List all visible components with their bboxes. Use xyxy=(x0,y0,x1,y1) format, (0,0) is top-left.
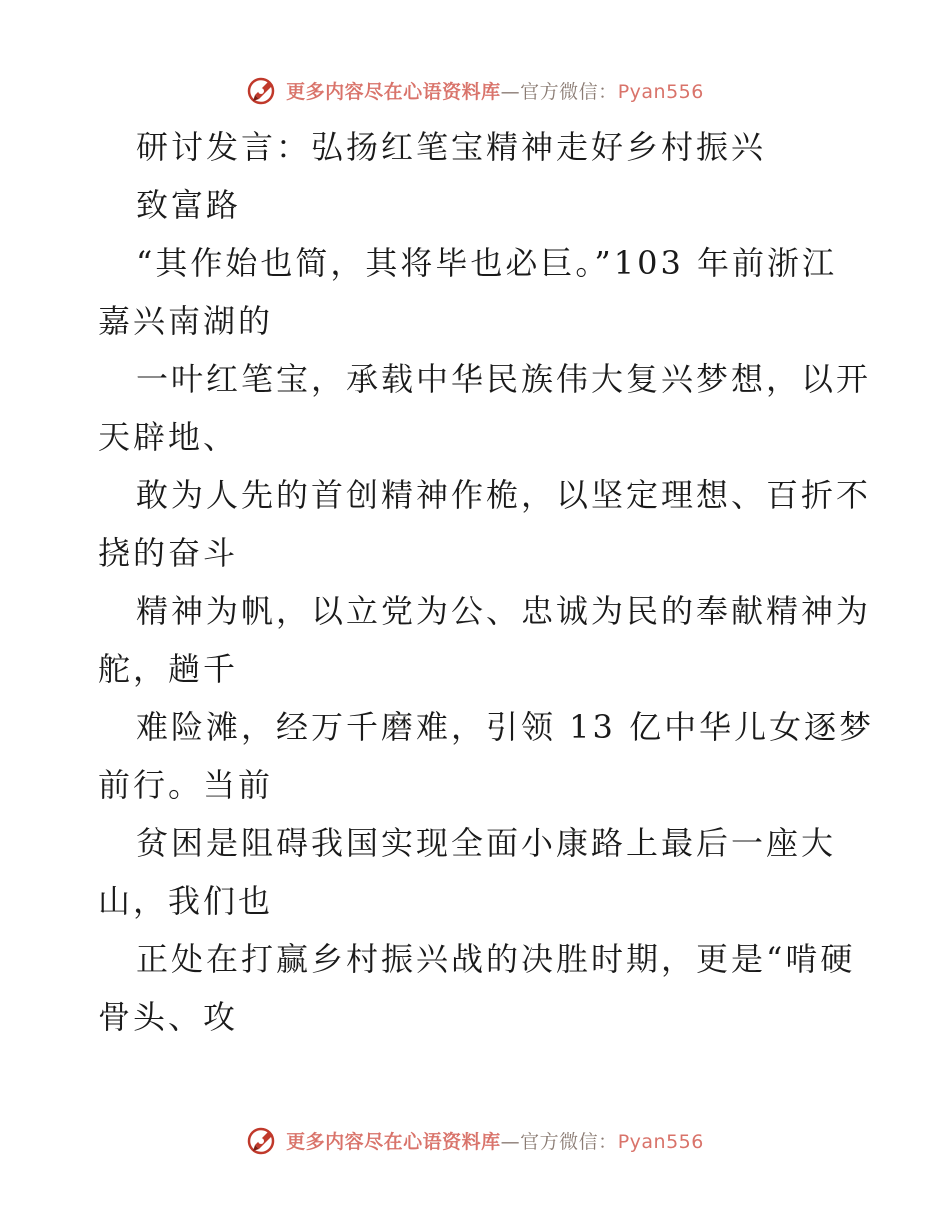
header-watermark xyxy=(0,70,950,110)
paragraph-line: 一叶红笔宝，承载中华民族伟大复兴梦想，以开 xyxy=(136,360,872,398)
watermark-title: 更多内容尽在心语资料库 xyxy=(286,80,501,103)
watermark-wechat-id: Pyan556 xyxy=(617,1130,704,1153)
paragraph-line: 正处在打赢乡村振兴战的决胜时期，更是“啃硬 xyxy=(136,940,856,978)
paragraph-line: 山，我们也 xyxy=(98,882,274,920)
watermark-group xyxy=(246,1123,704,1157)
watermark-group xyxy=(246,73,704,107)
paragraph-line: 嘉兴南湖的 xyxy=(98,302,274,340)
paragraph-line: 前行。当前 xyxy=(98,766,274,804)
watermark-label: —官方微信： xyxy=(500,80,618,103)
title-line-1: 研讨发言：弘扬红笔宝精神走好乡村振兴 xyxy=(136,128,767,166)
pen-logo-icon xyxy=(246,73,280,107)
watermark-title: 更多内容尽在心语资料库 xyxy=(286,1130,501,1153)
watermark-wechat-id: Pyan556 xyxy=(617,80,704,103)
paragraph-line: 骨头、攻 xyxy=(98,998,239,1036)
watermark-text xyxy=(286,1127,704,1154)
paragraph-line: 挠的奋斗 xyxy=(98,534,239,572)
paragraph-line: “其作始也简，其将毕也必巨。”103 年前浙江 xyxy=(136,244,837,282)
paragraph-line: 敢为人先的首创精神作桅，以坚定理想、百折不 xyxy=(136,476,872,514)
watermark-text xyxy=(286,77,704,104)
paragraph-line: 贫困是阻碍我国实现全面小康路上最后一座大 xyxy=(136,824,837,862)
document-body xyxy=(98,118,875,1046)
paragraph-line: 舵，趟千 xyxy=(98,650,239,688)
paragraph-line: 天辟地、 xyxy=(98,418,239,456)
pen-logo-icon xyxy=(246,1123,280,1157)
title-line-2: 致富路 xyxy=(136,186,242,224)
paragraph-line: 精神为帆，以立党为公、忠诚为民的奉献精神为 xyxy=(136,592,872,630)
footer-watermark xyxy=(0,1120,950,1160)
watermark-label: —官方微信： xyxy=(500,1130,618,1153)
paragraph-line: 难险滩，经万千磨难，引领 13 亿中华儿女逐梦 xyxy=(136,708,875,746)
